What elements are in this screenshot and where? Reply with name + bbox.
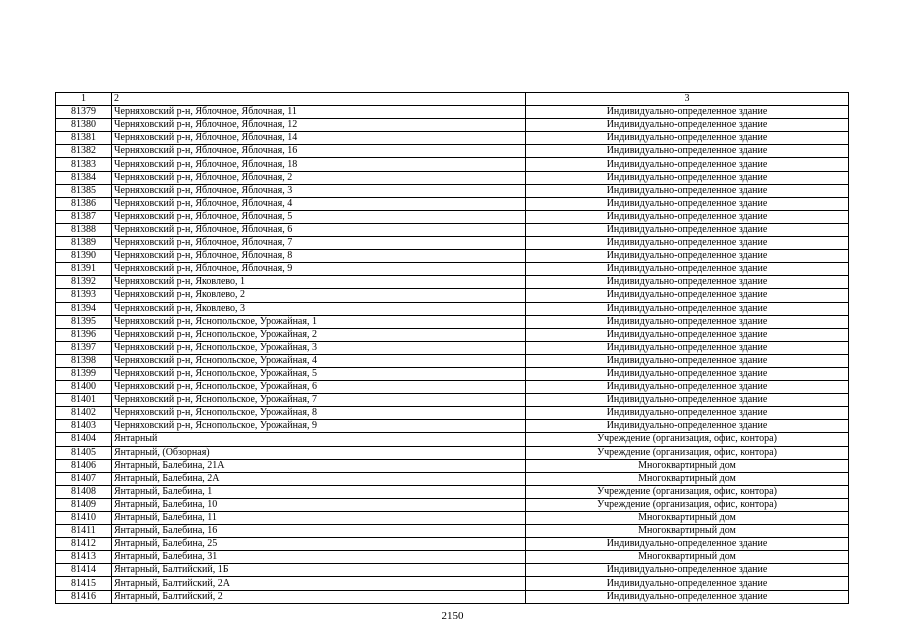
object-type-cell: Индивидуально-определенное здание [526,564,849,577]
row-number-cell: 81397 [56,341,112,354]
row-number-cell: 81379 [56,106,112,119]
row-number-cell: 81401 [56,394,112,407]
row-number-cell: 81413 [56,551,112,564]
row-number-cell: 81400 [56,381,112,394]
table-row [56,459,849,472]
object-type-cell: Индивидуально-определенное здание [526,407,849,420]
table-row [56,381,849,394]
table-row [56,276,849,289]
row-number-cell: 81384 [56,171,112,184]
object-type-cell: Индивидуально-определенное здание [526,276,849,289]
address-cell: Черняховский р-н, Яблочное, Яблочная, 14 [112,132,526,145]
address-cell: Черняховский р-н, Яснопольское, Урожайная, 2 [112,328,526,341]
row-number-cell: 81390 [56,250,112,263]
row-number-cell: 81402 [56,407,112,420]
address-cell: Черняховский р-н, Яснопольское, Урожайная, 8 [112,407,526,420]
table-row [56,145,849,158]
object-type-cell: Индивидуально-определенное здание [526,577,849,590]
address-cell: Янтарный, Балебина, 31 [112,551,526,564]
address-cell: Черняховский р-н, Яснопольское, Урожайная, 7 [112,394,526,407]
table-row [56,250,849,263]
page-number: 2150 [441,610,464,622]
table-row [56,315,849,328]
object-type-cell: Индивидуально-определенное здание [526,328,849,341]
address-cell: Янтарный, Балебина, 16 [112,525,526,538]
header-col-3: 3 [526,93,849,106]
object-type-cell: Индивидуально-определенное здание [526,420,849,433]
object-type-cell: Индивидуально-определенное здание [526,250,849,263]
object-type-cell: Индивидуально-определенное здание [526,106,849,119]
address-cell: Янтарный, Балебина, 10 [112,498,526,511]
object-type-cell: Учреждение (организация, офис, контора) [526,446,849,459]
address-cell: Черняховский р-н, Яблочное, Яблочная, 16 [112,145,526,158]
object-type-cell: Учреждение (организация, офис, контора) [526,433,849,446]
table-row [56,210,849,223]
table-row [56,302,849,315]
row-number-cell: 81395 [56,315,112,328]
address-cell: Черняховский р-н, Яковлево, 3 [112,302,526,315]
row-number-cell: 81409 [56,498,112,511]
object-type-cell: Индивидуально-определенное здание [526,223,849,236]
object-type-cell: Индивидуально-определенное здание [526,381,849,394]
object-type-cell: Индивидуально-определенное здание [526,315,849,328]
row-number-cell: 81394 [56,302,112,315]
object-type-cell: Индивидуально-определенное здание [526,145,849,158]
address-cell: Черняховский р-н, Яснопольское, Урожайная, 1 [112,315,526,328]
address-cell: Янтарный, Балебина, 2А [112,472,526,485]
row-number-cell: 81382 [56,145,112,158]
address-cell: Черняховский р-н, Яснопольское, Урожайная, 5 [112,367,526,380]
row-number-cell: 81392 [56,276,112,289]
object-type-cell: Многоквартирный дом [526,551,849,564]
object-type-cell: Учреждение (организация, офис, контора) [526,485,849,498]
table-row [56,197,849,210]
row-number-cell: 81387 [56,210,112,223]
row-number-cell: 81411 [56,525,112,538]
table-row [56,341,849,354]
row-number-cell: 81403 [56,420,112,433]
table-row [56,158,849,171]
row-number-cell: 81381 [56,132,112,145]
address-cell: Янтарный, Балтийский, 2А [112,577,526,590]
object-type-cell: Индивидуально-определенное здание [526,394,849,407]
object-type-cell: Индивидуально-определенное здание [526,184,849,197]
table-row [56,119,849,132]
address-cell: Черняховский р-н, Яснопольское, Урожайная, 6 [112,381,526,394]
table-row [56,433,849,446]
table-row [56,498,849,511]
row-number-cell: 81391 [56,263,112,276]
row-number-cell: 81410 [56,512,112,525]
table-row [56,420,849,433]
object-type-cell: Многоквартирный дом [526,525,849,538]
row-number-cell: 81405 [56,446,112,459]
address-cell: Черняховский р-н, Яблочное, Яблочная, 9 [112,263,526,276]
row-number-cell: 81406 [56,459,112,472]
object-type-cell: Многоквартирный дом [526,459,849,472]
object-type-cell: Индивидуально-определенное здание [526,132,849,145]
row-number-cell: 81380 [56,119,112,132]
row-number-cell: 81385 [56,184,112,197]
address-cell: Черняховский р-н, Яснопольское, Урожайная, 9 [112,420,526,433]
table-header [56,93,849,106]
address-cell: Янтарный, (Обзорная) [112,446,526,459]
table-row [56,184,849,197]
row-number-cell: 81415 [56,577,112,590]
object-type-cell: Индивидуально-определенное здание [526,158,849,171]
row-number-cell: 81398 [56,354,112,367]
address-cell: Черняховский р-н, Яблочное, Яблочная, 4 [112,197,526,210]
table-row [56,564,849,577]
object-type-cell: Индивидуально-определенное здание [526,590,849,603]
table-row [56,223,849,236]
table-row [56,472,849,485]
table-row [56,106,849,119]
object-type-cell: Индивидуально-определенное здание [526,210,849,223]
address-cell: Черняховский р-н, Яковлево, 1 [112,276,526,289]
address-cell: Черняховский р-н, Яблочное, Яблочная, 18 [112,158,526,171]
object-type-cell: Многоквартирный дом [526,512,849,525]
object-type-cell: Индивидуально-определенное здание [526,237,849,250]
header-col-2: 2 [112,93,526,106]
table-row [56,485,849,498]
address-cell: Черняховский р-н, Яковлево, 2 [112,289,526,302]
row-number-cell: 81408 [56,485,112,498]
row-number-cell: 81404 [56,433,112,446]
row-number-cell: 81399 [56,367,112,380]
address-cell: Черняховский р-н, Яблочное, Яблочная, 7 [112,237,526,250]
table-row [56,354,849,367]
table-row [56,538,849,551]
object-type-cell: Индивидуально-определенное здание [526,538,849,551]
row-number-cell: 81407 [56,472,112,485]
row-number-cell: 81386 [56,197,112,210]
address-cell: Черняховский р-н, Яблочное, Яблочная, 12 [112,119,526,132]
address-cell: Янтарный, Балебина, 11 [112,512,526,525]
address-cell: Янтарный, Балтийский, 1Б [112,564,526,577]
header-row [56,93,849,106]
object-type-cell: Индивидуально-определенное здание [526,341,849,354]
registry-table [55,92,849,604]
object-type-cell: Многоквартирный дом [526,472,849,485]
address-cell: Черняховский р-н, Яснопольское, Урожайная, 3 [112,341,526,354]
object-type-cell: Индивидуально-определенное здание [526,171,849,184]
row-number-cell: 81393 [56,289,112,302]
row-number-cell: 81416 [56,590,112,603]
address-cell: Янтарный [112,433,526,446]
object-type-cell: Индивидуально-определенное здание [526,197,849,210]
table-row [56,171,849,184]
object-type-cell: Индивидуально-определенное здание [526,354,849,367]
address-cell: Янтарный, Балтийский, 2 [112,590,526,603]
address-cell: Черняховский р-н, Яблочное, Яблочная, 8 [112,250,526,263]
object-type-cell: Индивидуально-определенное здание [526,302,849,315]
table-row [56,263,849,276]
table-row [56,394,849,407]
address-cell: Янтарный, Балебина, 1 [112,485,526,498]
address-cell: Черняховский р-н, Яснопольское, Урожайная, 4 [112,354,526,367]
table-row [56,367,849,380]
row-number-cell: 81412 [56,538,112,551]
table-row [56,328,849,341]
row-number-cell: 81414 [56,564,112,577]
address-cell: Янтарный, Балебина, 25 [112,538,526,551]
object-type-cell: Индивидуально-определенное здание [526,367,849,380]
table-row [56,289,849,302]
table-row [56,407,849,420]
row-number-cell: 81396 [56,328,112,341]
address-cell: Черняховский р-н, Яблочное, Яблочная, 2 [112,171,526,184]
address-cell: Черняховский р-н, Яблочное, Яблочная, 11 [112,106,526,119]
table-row [56,237,849,250]
row-number-cell: 81389 [56,237,112,250]
object-type-cell: Индивидуально-определенное здание [526,119,849,132]
table-row [56,577,849,590]
table-row [56,551,849,564]
object-type-cell: Учреждение (организация, офис, контора) [526,498,849,511]
address-cell: Янтарный, Балебина, 21А [112,459,526,472]
table-row [56,590,849,603]
table-row [56,132,849,145]
table-row [56,525,849,538]
address-cell: Черняховский р-н, Яблочное, Яблочная, 3 [112,184,526,197]
address-cell: Черняховский р-н, Яблочное, Яблочная, 6 [112,223,526,236]
address-cell: Черняховский р-н, Яблочное, Яблочная, 5 [112,210,526,223]
row-number-cell: 81383 [56,158,112,171]
object-type-cell: Индивидуально-определенное здание [526,289,849,302]
header-col-1: 1 [56,93,112,106]
table-row [56,446,849,459]
table-row [56,512,849,525]
row-number-cell: 81388 [56,223,112,236]
object-type-cell: Индивидуально-определенное здание [526,263,849,276]
table-body [56,106,849,604]
